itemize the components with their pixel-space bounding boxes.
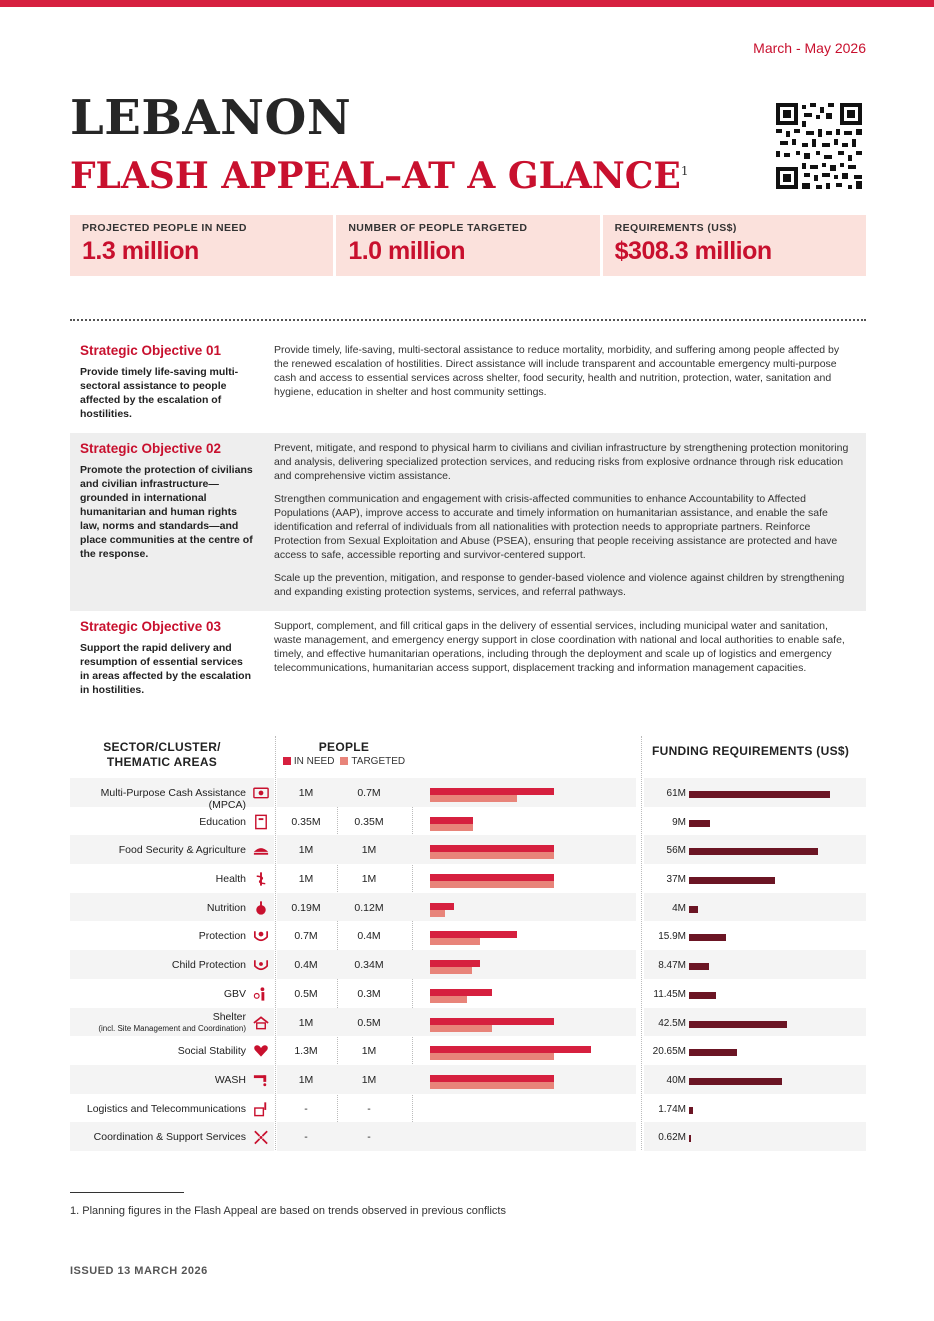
nutrition-icon: [252, 899, 270, 916]
targeted-bar: [430, 967, 472, 974]
legend-swatch-targeted: [340, 757, 348, 765]
targeted-value: 1M: [361, 1073, 377, 1086]
objective-paragraph: Scale up the prevention, mitigation, and response to gender-based violence and violence against children by strengthening and expanding existing protection systems, services, and referral pathways.: [274, 572, 845, 598]
targeted-value: 0.12M: [354, 901, 384, 914]
in-need-value: -: [304, 1131, 308, 1144]
in-need-bar: [430, 960, 480, 967]
social-stability-icon: [252, 1042, 270, 1059]
funding-bar: [689, 963, 709, 970]
funding-bar: [689, 906, 698, 913]
funding-bar: [689, 1135, 691, 1142]
targeted-bar: [430, 852, 554, 859]
dotted-divider: [70, 319, 866, 321]
sector-name: Food Security & Agriculture: [118, 844, 246, 857]
kpi-requirements: [603, 215, 866, 276]
targeted-bar: [430, 824, 473, 831]
targeted-bar: [430, 996, 467, 1003]
strategic-objectives: [70, 335, 866, 711]
table-row: [70, 893, 866, 922]
sector-name: Protection: [198, 930, 246, 943]
objective-paragraph: Provide timely, life-saving, multi-sectoral assistance to reduce mortality, morbidity, and suffering among people affected by the renewed escalation of hostilities. Direct assistance will include transparent and accountable emergency multi-purpose cash and access to essential services across shelter, food security, health and nutrition, protection, water, sanitation and hygiene, education in shelter and host community settings.: [274, 344, 840, 398]
footnote-rule: [70, 1192, 184, 1193]
funding-value: 56M: [666, 845, 686, 857]
in-need-value: 1M: [298, 844, 314, 857]
targeted-bar: [430, 910, 445, 917]
sector-name: WASH: [214, 1073, 246, 1086]
legend-in-need: [283, 756, 335, 767]
in-need-value: 0.7M: [294, 930, 318, 943]
table-row: [70, 921, 866, 950]
funding-bar: [689, 820, 710, 827]
kpi-people-in-need: [70, 215, 333, 276]
funding-bar: [689, 1107, 693, 1114]
funding-value: 8.47M: [658, 960, 686, 972]
targeted-value: 1M: [361, 1045, 377, 1058]
objective-03: [70, 611, 866, 711]
sector-name: Multi-Purpose Cash Assistance (MPCA): [100, 787, 246, 811]
in-need-bar: [430, 817, 473, 824]
kpi-value: 1.3 million: [82, 237, 199, 265]
sector-name: Nutrition: [206, 901, 246, 914]
table-row: [70, 807, 866, 836]
cash-icon: [252, 784, 270, 801]
people-column-header: [278, 740, 410, 767]
sector-name: Health: [215, 873, 246, 886]
funding-value: 9M: [672, 816, 686, 828]
kpi-value: 1.0 million: [348, 237, 466, 265]
table-row: [70, 778, 866, 811]
funding-bar: [689, 791, 830, 798]
objective-summary: [70, 611, 264, 711]
shelter-icon: [252, 1014, 270, 1031]
issued-date: ISSUED 13 MARCH 2026: [70, 1265, 208, 1277]
kpi-label: REQUIREMENTS (US$): [614, 222, 737, 234]
top-accent-bar: [0, 0, 934, 7]
targeted-bar: [430, 1025, 492, 1032]
targeted-value: 0.4M: [357, 930, 381, 943]
funding-bar: [689, 1049, 737, 1056]
table-row: [70, 1065, 866, 1094]
targeted-bar: [430, 1053, 554, 1060]
targeted-bar: [430, 938, 480, 945]
objective-subtitle: Provide timely life-saving multi-sectoral assistance to people affected by the escalation of hostilities.: [80, 366, 239, 420]
funding-bar: [689, 992, 716, 999]
people-header-title: PEOPLE: [318, 740, 370, 754]
appeal-title: [70, 155, 688, 197]
objective-01: [70, 335, 866, 433]
in-need-bar: [430, 931, 517, 938]
sector-column-header: [70, 740, 254, 770]
in-need-bar: [430, 845, 554, 852]
period-label: March - May 2026: [753, 40, 866, 56]
in-need-value: 1M: [298, 1016, 314, 1029]
logistics-icon: [252, 1100, 270, 1117]
in-need-value: 0.5M: [294, 987, 318, 1000]
funding-value: 61M: [666, 788, 686, 799]
objective-paragraph: Prevent, mitigate, and respond to physical harm to civilians and civilian infrastructure by strengthening protection monitoring and analysis, delivering specialized protection services, and reducing risks from explosive ordnance through risk education and comprehensive victim assistance.: [274, 442, 849, 482]
footnote-ref: 1: [680, 164, 689, 178]
targeted-value: 1M: [361, 844, 377, 857]
in-need-value: 0.35M: [291, 815, 321, 828]
table-row: [70, 864, 866, 893]
sector-header-line2: THEMATIC AREAS: [106, 755, 218, 769]
funding-bar: [689, 848, 818, 855]
targeted-value: -: [367, 1102, 371, 1115]
in-need-value: 1M: [298, 1073, 314, 1086]
kpi-people-targeted: [336, 215, 599, 276]
in-need-value: 0.19M: [291, 901, 321, 914]
kpi-label: NUMBER OF PEOPLE TARGETED: [348, 222, 528, 234]
in-need-bar: [430, 989, 492, 996]
funding-value: 15.9M: [658, 931, 686, 943]
objective-subtitle: Support the rapid delivery and resumption of essential services in areas affected by the escalation in hostilities.: [80, 642, 251, 696]
objective-title: Strategic Objective 01: [80, 343, 222, 358]
targeted-bar: [430, 1082, 554, 1089]
objective-paragraph: Strengthen communication and engagement with crisis-affected communities to enhance Accountability to Affected Populations (AAP), improve access to accurate and timely information on humanitarian assistance, and enable the safe identification and referral of individuals from all nationalities with protection needs to appropriate partners. Reinforce Protection from Sexual Exploitation and Abuse (PSEA), ensuring that people receiving assistance are protected and have access to safe, accessible reporting and survivor-centered support.: [274, 493, 838, 561]
objective-summary: [70, 335, 264, 433]
targeted-value: 0.3M: [357, 987, 381, 1000]
sector-subname: (incl. Site Management and Coordination): [98, 1023, 246, 1033]
funding-value: 1.74M: [658, 1103, 686, 1115]
sector-name: Social Stability: [177, 1045, 246, 1058]
targeted-value: -: [367, 1131, 371, 1144]
coordination-icon: [252, 1128, 270, 1145]
targeted-value: 0.35M: [354, 815, 384, 828]
in-need-bar: [430, 874, 554, 881]
funding-value: 37M: [666, 874, 686, 886]
kpi-strip: [70, 215, 866, 276]
sector-name: Shelter: [212, 1010, 246, 1023]
kpi-value: $308.3 million: [614, 237, 772, 265]
in-need-value: 0.4M: [294, 959, 318, 972]
funding-value: 11.45M: [653, 988, 686, 1000]
people-legend: [278, 756, 410, 767]
qr-code-icon: [776, 103, 862, 189]
sector-label: [70, 1011, 246, 1035]
in-need-bar: [430, 1075, 554, 1082]
table-row: [70, 979, 866, 1008]
objective-description: [264, 433, 866, 611]
sector-name: Child Protection: [171, 959, 246, 972]
in-need-value: -: [304, 1102, 308, 1115]
education-icon: [252, 813, 270, 830]
funding-bar: [689, 1078, 782, 1085]
funding-bar: [689, 934, 726, 941]
food-icon: [252, 841, 270, 858]
table-row: [70, 1122, 866, 1151]
funding-value: 4M: [672, 902, 686, 914]
sector-name: Coordination & Support Services: [93, 1131, 246, 1144]
funding-value: 0.62M: [658, 1132, 686, 1144]
table-row: [70, 1036, 866, 1065]
sector-name: Education: [199, 815, 246, 828]
objective-description: [264, 611, 866, 711]
funding-column-header: FUNDING REQUIREMENTS (US$): [652, 744, 850, 758]
protection-icon: [252, 927, 270, 944]
legend-targeted: [340, 756, 405, 767]
funding-bar: [689, 877, 775, 884]
sector-name: Logistics and Telecommunications: [86, 1102, 246, 1115]
objective-title: Strategic Objective 02: [80, 441, 222, 456]
sector-header-line1: SECTOR/CLUSTER/: [103, 740, 221, 754]
objective-02: [70, 433, 866, 611]
in-need-bar: [430, 1046, 591, 1053]
targeted-bar: [430, 795, 517, 802]
funding-bar: [689, 1021, 787, 1028]
footnote-text: 1. Planning figures in the Flash Appeal are based on trends observed in previous conflicts: [70, 1205, 506, 1217]
in-need-value: 1M: [298, 787, 314, 799]
legend-label-in-need: IN NEED: [293, 756, 335, 767]
child-protection-icon: [252, 956, 270, 973]
targeted-value: 0.34M: [354, 959, 384, 972]
targeted-value: 0.7M: [357, 787, 381, 799]
targeted-value: 1M: [361, 873, 377, 886]
in-need-bar: [430, 788, 554, 795]
in-need-bar: [430, 1018, 554, 1025]
table-row: [70, 950, 866, 979]
objective-title: Strategic Objective 03: [80, 619, 222, 634]
objective-description: [264, 335, 866, 433]
appeal-title-text: FLASH APPEAL–AT A GLANCE: [70, 155, 681, 197]
targeted-value: 0.5M: [357, 1016, 381, 1029]
legend-swatch-in-need: [283, 757, 291, 765]
funding-value: 40M: [666, 1074, 686, 1086]
in-need-value: 1.3M: [294, 1045, 318, 1058]
objective-paragraph: Support, complement, and fill critical gaps in the delivery of essential services, including municipal water and sanitation, waste management, and emergency energy support in close coordination with national and local authorities to enable safe, timely, and effective humanitarian operations, including through the deployment and scale up of logistics and emergency telecommunications, humanitarian access support, displacement tracking and information management capacities.: [274, 620, 845, 674]
kpi-label: PROJECTED PEOPLE IN NEED: [82, 222, 247, 234]
sector-table: [70, 778, 866, 1151]
table-row: [70, 1094, 866, 1123]
objective-subtitle: Promote the protection of civilians and civilian infrastructure—grounded in international humanitarian and human rights law, norms and standards—and place communities at the centre of the response.: [80, 464, 253, 560]
table-row: [70, 1008, 866, 1037]
gbv-icon: [252, 985, 270, 1002]
funding-value: 42.5M: [658, 1017, 686, 1029]
wash-icon: [252, 1071, 270, 1088]
in-need-bar: [430, 903, 454, 910]
health-icon: [252, 870, 270, 887]
in-need-value: 1M: [298, 873, 314, 886]
objective-summary: [70, 433, 264, 611]
sector-name: GBV: [223, 987, 246, 1000]
funding-value: 20.65M: [652, 1046, 686, 1058]
table-row: [70, 835, 866, 864]
targeted-bar: [430, 881, 554, 888]
legend-label-targeted: TARGETED: [351, 756, 406, 767]
country-title: LEBANON: [70, 90, 352, 146]
